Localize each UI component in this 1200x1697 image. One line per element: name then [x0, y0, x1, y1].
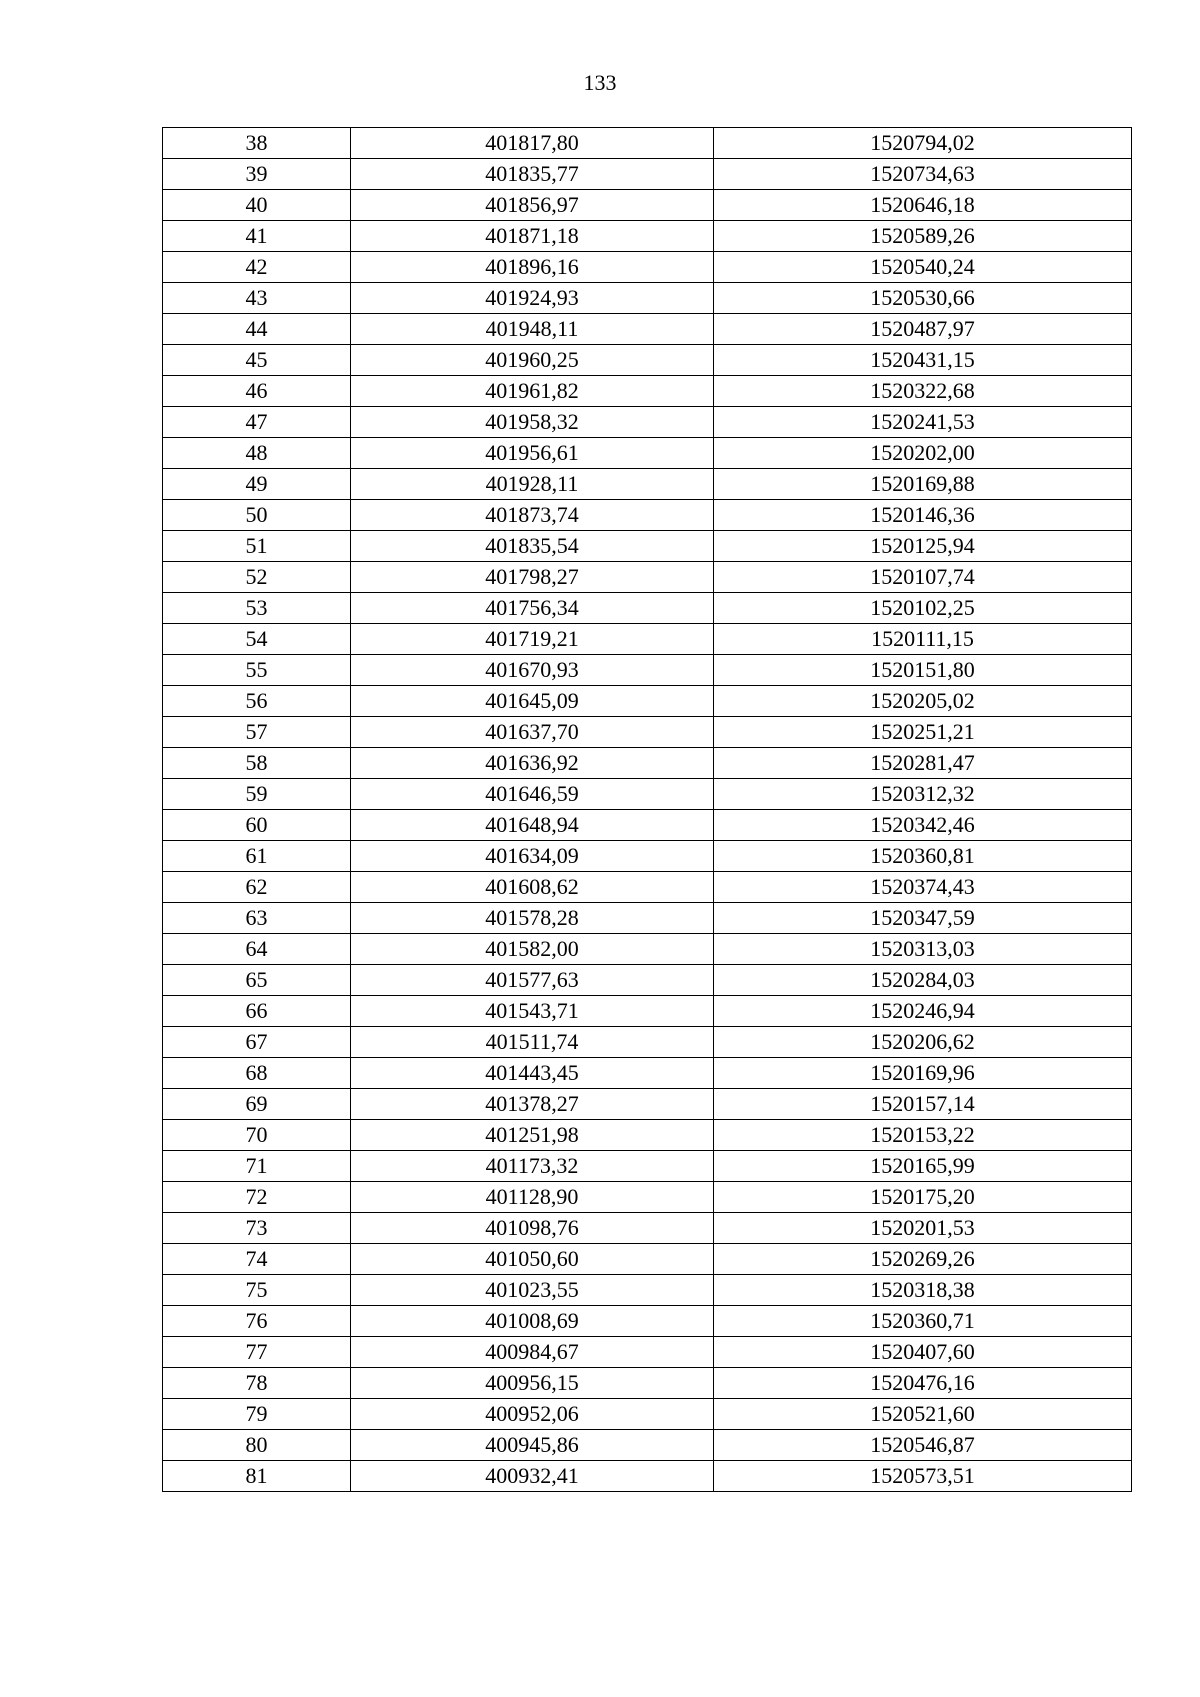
point-number-cell: 64 [163, 934, 351, 965]
table-row [163, 996, 1132, 1027]
table-row [163, 159, 1132, 190]
x-coordinate-cell: 401128,90 [351, 1182, 714, 1213]
coordinates-table-body [163, 128, 1132, 1492]
x-coordinate-cell: 401582,00 [351, 934, 714, 965]
point-number-cell: 51 [163, 531, 351, 562]
table-row [163, 686, 1132, 717]
y-coordinate-cell: 1520347,59 [714, 903, 1132, 934]
y-coordinate-cell: 1520546,87 [714, 1430, 1132, 1461]
point-number-cell: 38 [163, 128, 351, 159]
table-row [163, 500, 1132, 531]
x-coordinate-cell: 401636,92 [351, 748, 714, 779]
x-coordinate-cell: 401835,77 [351, 159, 714, 190]
table-row [163, 1337, 1132, 1368]
point-number-cell: 61 [163, 841, 351, 872]
x-coordinate-cell: 401798,27 [351, 562, 714, 593]
point-number-cell: 41 [163, 221, 351, 252]
table-row [163, 314, 1132, 345]
table-row [163, 1461, 1132, 1492]
table-row [163, 407, 1132, 438]
y-coordinate-cell: 1520157,14 [714, 1089, 1132, 1120]
x-coordinate-cell: 401835,54 [351, 531, 714, 562]
point-number-cell: 40 [163, 190, 351, 221]
x-coordinate-cell: 401924,93 [351, 283, 714, 314]
y-coordinate-cell: 1520431,15 [714, 345, 1132, 376]
table-row [163, 128, 1132, 159]
table-row [163, 1399, 1132, 1430]
table-row [163, 345, 1132, 376]
y-coordinate-cell: 1520322,68 [714, 376, 1132, 407]
y-coordinate-cell: 1520374,43 [714, 872, 1132, 903]
coordinates-table [162, 127, 1132, 1492]
point-number-cell: 53 [163, 593, 351, 624]
y-coordinate-cell: 1520153,22 [714, 1120, 1132, 1151]
y-coordinate-cell: 1520169,88 [714, 469, 1132, 500]
y-coordinate-cell: 1520151,80 [714, 655, 1132, 686]
x-coordinate-cell: 401251,98 [351, 1120, 714, 1151]
point-number-cell: 77 [163, 1337, 351, 1368]
y-coordinate-cell: 1520107,74 [714, 562, 1132, 593]
point-number-cell: 45 [163, 345, 351, 376]
x-coordinate-cell: 401646,59 [351, 779, 714, 810]
point-number-cell: 74 [163, 1244, 351, 1275]
x-coordinate-cell: 401719,21 [351, 624, 714, 655]
x-coordinate-cell: 401577,63 [351, 965, 714, 996]
point-number-cell: 78 [163, 1368, 351, 1399]
x-coordinate-cell: 401871,18 [351, 221, 714, 252]
x-coordinate-cell: 401645,09 [351, 686, 714, 717]
x-coordinate-cell: 401896,16 [351, 252, 714, 283]
page-number: 133 [583, 70, 617, 95]
x-coordinate-cell: 401670,93 [351, 655, 714, 686]
x-coordinate-cell: 401378,27 [351, 1089, 714, 1120]
point-number-cell: 69 [163, 1089, 351, 1120]
point-number-cell: 42 [163, 252, 351, 283]
point-number-cell: 81 [163, 1461, 351, 1492]
x-coordinate-cell: 401634,09 [351, 841, 714, 872]
point-number-cell: 46 [163, 376, 351, 407]
point-number-cell: 39 [163, 159, 351, 190]
table-row [163, 1089, 1132, 1120]
table-row [163, 1306, 1132, 1337]
x-coordinate-cell: 401873,74 [351, 500, 714, 531]
point-number-cell: 67 [163, 1027, 351, 1058]
y-coordinate-cell: 1520102,25 [714, 593, 1132, 624]
point-number-cell: 63 [163, 903, 351, 934]
y-coordinate-cell: 1520521,60 [714, 1399, 1132, 1430]
x-coordinate-cell: 401173,32 [351, 1151, 714, 1182]
y-coordinate-cell: 1520205,02 [714, 686, 1132, 717]
table-row [163, 1430, 1132, 1461]
y-coordinate-cell: 1520169,96 [714, 1058, 1132, 1089]
y-coordinate-cell: 1520646,18 [714, 190, 1132, 221]
table-row [163, 221, 1132, 252]
y-coordinate-cell: 1520246,94 [714, 996, 1132, 1027]
x-coordinate-cell: 400956,15 [351, 1368, 714, 1399]
y-coordinate-cell: 1520794,02 [714, 128, 1132, 159]
table-row [163, 810, 1132, 841]
point-number-cell: 76 [163, 1306, 351, 1337]
point-number-cell: 80 [163, 1430, 351, 1461]
table-row [163, 934, 1132, 965]
point-number-cell: 58 [163, 748, 351, 779]
y-coordinate-cell: 1520530,66 [714, 283, 1132, 314]
y-coordinate-cell: 1520589,26 [714, 221, 1132, 252]
table-row [163, 624, 1132, 655]
y-coordinate-cell: 1520312,32 [714, 779, 1132, 810]
y-coordinate-cell: 1520487,97 [714, 314, 1132, 345]
y-coordinate-cell: 1520318,38 [714, 1275, 1132, 1306]
point-number-cell: 79 [163, 1399, 351, 1430]
table-row [163, 438, 1132, 469]
point-number-cell: 72 [163, 1182, 351, 1213]
y-coordinate-cell: 1520407,60 [714, 1337, 1132, 1368]
y-coordinate-cell: 1520251,21 [714, 717, 1132, 748]
table-row [163, 655, 1132, 686]
point-number-cell: 50 [163, 500, 351, 531]
table-row [163, 1027, 1132, 1058]
point-number-cell: 48 [163, 438, 351, 469]
table-row [163, 531, 1132, 562]
y-coordinate-cell: 1520573,51 [714, 1461, 1132, 1492]
y-coordinate-cell: 1520125,94 [714, 531, 1132, 562]
point-number-cell: 57 [163, 717, 351, 748]
x-coordinate-cell: 401958,32 [351, 407, 714, 438]
x-coordinate-cell: 401023,55 [351, 1275, 714, 1306]
y-coordinate-cell: 1520165,99 [714, 1151, 1132, 1182]
x-coordinate-cell: 400945,86 [351, 1430, 714, 1461]
x-coordinate-cell: 401008,69 [351, 1306, 714, 1337]
point-number-cell: 70 [163, 1120, 351, 1151]
y-coordinate-cell: 1520201,53 [714, 1213, 1132, 1244]
y-coordinate-cell: 1520202,00 [714, 438, 1132, 469]
y-coordinate-cell: 1520146,36 [714, 500, 1132, 531]
x-coordinate-cell: 401511,74 [351, 1027, 714, 1058]
x-coordinate-cell: 400952,06 [351, 1399, 714, 1430]
x-coordinate-cell: 401578,28 [351, 903, 714, 934]
point-number-cell: 65 [163, 965, 351, 996]
table-row [163, 748, 1132, 779]
table-row [163, 717, 1132, 748]
x-coordinate-cell: 401756,34 [351, 593, 714, 624]
table-row [163, 252, 1132, 283]
table-row [163, 841, 1132, 872]
x-coordinate-cell: 401098,76 [351, 1213, 714, 1244]
table-row [163, 562, 1132, 593]
table-row [163, 1058, 1132, 1089]
table-row [163, 283, 1132, 314]
x-coordinate-cell: 401960,25 [351, 345, 714, 376]
point-number-cell: 55 [163, 655, 351, 686]
y-coordinate-cell: 1520540,24 [714, 252, 1132, 283]
table-row [163, 1151, 1132, 1182]
y-coordinate-cell: 1520342,46 [714, 810, 1132, 841]
point-number-cell: 59 [163, 779, 351, 810]
table-row [163, 1275, 1132, 1306]
point-number-cell: 68 [163, 1058, 351, 1089]
table-row [163, 1368, 1132, 1399]
table-row [163, 469, 1132, 500]
x-coordinate-cell: 401928,11 [351, 469, 714, 500]
table-row [163, 376, 1132, 407]
y-coordinate-cell: 1520281,47 [714, 748, 1132, 779]
x-coordinate-cell: 401948,11 [351, 314, 714, 345]
table-row [163, 872, 1132, 903]
y-coordinate-cell: 1520734,63 [714, 159, 1132, 190]
x-coordinate-cell: 401637,70 [351, 717, 714, 748]
table-row [163, 1120, 1132, 1151]
table-row [163, 779, 1132, 810]
point-number-cell: 43 [163, 283, 351, 314]
point-number-cell: 66 [163, 996, 351, 1027]
point-number-cell: 44 [163, 314, 351, 345]
y-coordinate-cell: 1520284,03 [714, 965, 1132, 996]
y-coordinate-cell: 1520206,62 [714, 1027, 1132, 1058]
x-coordinate-cell: 401956,61 [351, 438, 714, 469]
point-number-cell: 56 [163, 686, 351, 717]
y-coordinate-cell: 1520360,71 [714, 1306, 1132, 1337]
x-coordinate-cell: 401961,82 [351, 376, 714, 407]
y-coordinate-cell: 1520241,53 [714, 407, 1132, 438]
x-coordinate-cell: 401856,97 [351, 190, 714, 221]
point-number-cell: 71 [163, 1151, 351, 1182]
x-coordinate-cell: 401608,62 [351, 872, 714, 903]
y-coordinate-cell: 1520111,15 [714, 624, 1132, 655]
point-number-cell: 60 [163, 810, 351, 841]
point-number-cell: 62 [163, 872, 351, 903]
x-coordinate-cell: 400984,67 [351, 1337, 714, 1368]
x-coordinate-cell: 401443,45 [351, 1058, 714, 1089]
point-number-cell: 75 [163, 1275, 351, 1306]
table-row [163, 593, 1132, 624]
y-coordinate-cell: 1520476,16 [714, 1368, 1132, 1399]
point-number-cell: 47 [163, 407, 351, 438]
table-row [163, 965, 1132, 996]
y-coordinate-cell: 1520269,26 [714, 1244, 1132, 1275]
table-row [163, 1244, 1132, 1275]
point-number-cell: 54 [163, 624, 351, 655]
table-row [163, 1213, 1132, 1244]
point-number-cell: 52 [163, 562, 351, 593]
point-number-cell: 73 [163, 1213, 351, 1244]
y-coordinate-cell: 1520360,81 [714, 841, 1132, 872]
x-coordinate-cell: 401050,60 [351, 1244, 714, 1275]
table-row [163, 1182, 1132, 1213]
table-row [163, 903, 1132, 934]
x-coordinate-cell: 400932,41 [351, 1461, 714, 1492]
table-row [163, 190, 1132, 221]
y-coordinate-cell: 1520313,03 [714, 934, 1132, 965]
point-number-cell: 49 [163, 469, 351, 500]
y-coordinate-cell: 1520175,20 [714, 1182, 1132, 1213]
x-coordinate-cell: 401817,80 [351, 128, 714, 159]
x-coordinate-cell: 401543,71 [351, 996, 714, 1027]
x-coordinate-cell: 401648,94 [351, 810, 714, 841]
